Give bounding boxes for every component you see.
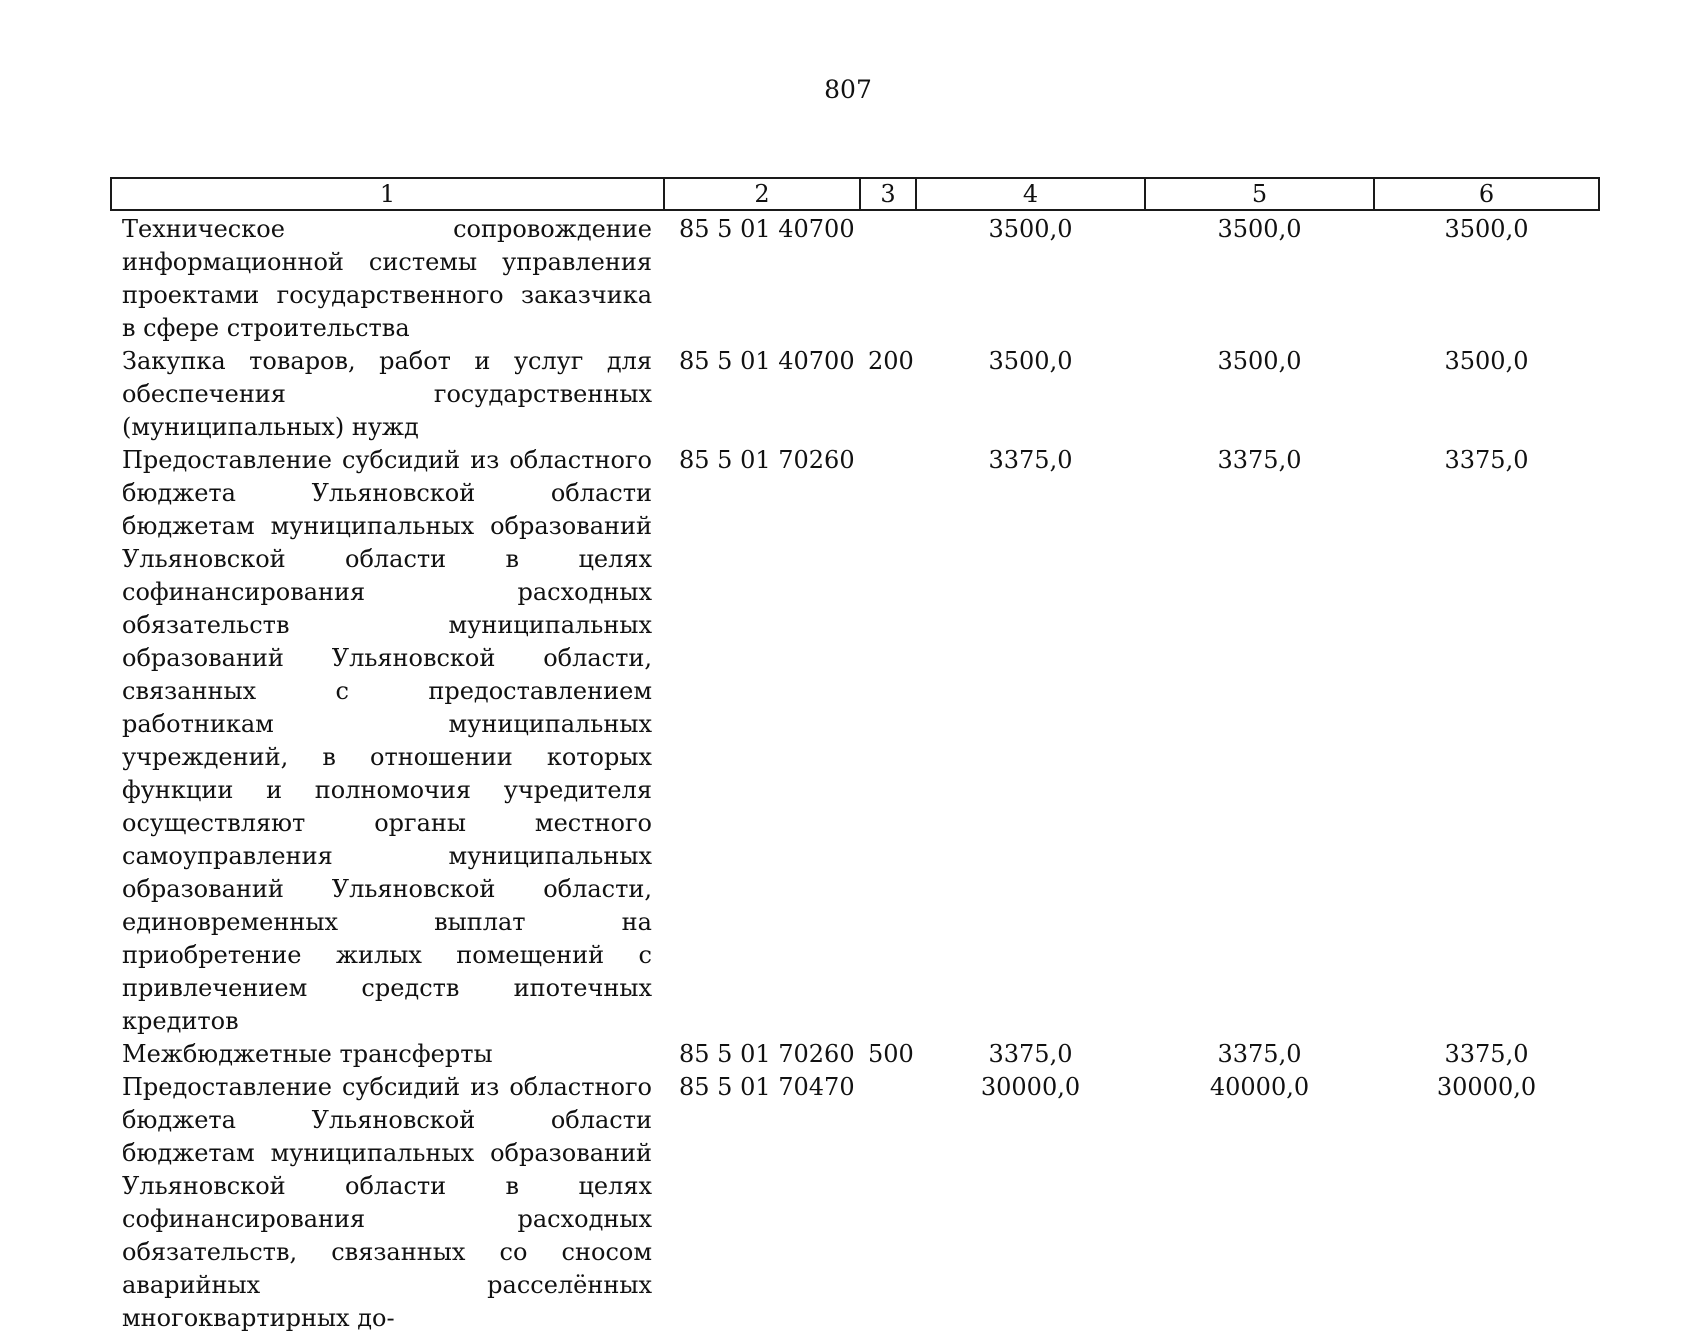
row-description: Предоставление субсидий из областного бюджета Ульяновской области бюджетам муниципальных образований Ульяновской области в целях софинансирования расходных обязательств, связанных со сносом аварийных расселённых многоквартирных до- [122,1073,652,1332]
row-code: 85 5 01 70260 [679,446,855,474]
table-row [111,444,1599,1038]
column-header-4: 4 [916,178,1145,210]
row-expense-type [860,1071,916,1335]
row-description: Техническое сопровождение информационной системы управления проектами государственного заказчика в сфере строительства [122,215,652,342]
row-amount-col5: 3375,0 [1217,446,1302,474]
table-header-row [111,178,1599,210]
row-expense-type [860,444,916,1038]
row-amount-col5: 40000,0 [1209,1073,1310,1101]
row-amount-col4: 3375,0 [988,1040,1073,1068]
row-description: Закупка товаров, работ и услуг для обеспечения государственных (муниципальных) нужд [122,347,652,441]
row-description: Межбюджетные трансферты [122,1040,493,1068]
column-header-2: 2 [664,178,860,210]
table-row [111,1071,1599,1335]
page-number: 807 [824,75,872,104]
budget-table [110,177,1600,1335]
row-code: 85 5 01 40700 [679,215,855,243]
row-amount-col5: 3500,0 [1217,215,1302,243]
row-amount-col6: 3500,0 [1444,347,1529,375]
row-expense-type: 200 [868,347,914,375]
row-amount-col4: 3500,0 [988,215,1073,243]
column-header-1: 1 [111,178,664,210]
row-code: 85 5 01 70260 [679,1040,855,1068]
row-code: 85 5 01 70470 [679,1073,855,1101]
row-expense-type [860,210,916,345]
row-expense-type: 500 [868,1040,914,1068]
table-row [111,345,1599,444]
row-amount-col4: 3500,0 [988,347,1073,375]
row-amount-col6: 30000,0 [1436,1073,1537,1101]
row-amount-col4: 30000,0 [980,1073,1081,1101]
row-description: Предоставление субсидий из областного бюджета Ульяновской области бюджетам муниципальных образований Ульяновской области в целях софинансирования расходных обязательств муниципальных образований Ульяновской области, связанных с предоставлением работникам муниципальных учреждений, в отношении которых функции и полномочия учредителя осуществляют органы местного самоуправления муниципальных образований Ульяновской области, единовременных выплат на приобретение жилых помещений с привлечением средств ипотечных кредитов [122,446,652,1035]
row-amount-col4: 3375,0 [988,446,1073,474]
row-amount-col5: 3375,0 [1217,1040,1302,1068]
table-row [111,1038,1599,1071]
column-header-3: 3 [860,178,916,210]
row-code: 85 5 01 40700 [679,347,855,375]
row-amount-col6: 3500,0 [1444,215,1529,243]
row-amount-col6: 3375,0 [1444,446,1529,474]
column-header-6: 6 [1374,178,1599,210]
row-amount-col6: 3375,0 [1444,1040,1529,1068]
column-header-5: 5 [1145,178,1374,210]
table-row [111,210,1599,345]
row-amount-col5: 3500,0 [1217,347,1302,375]
